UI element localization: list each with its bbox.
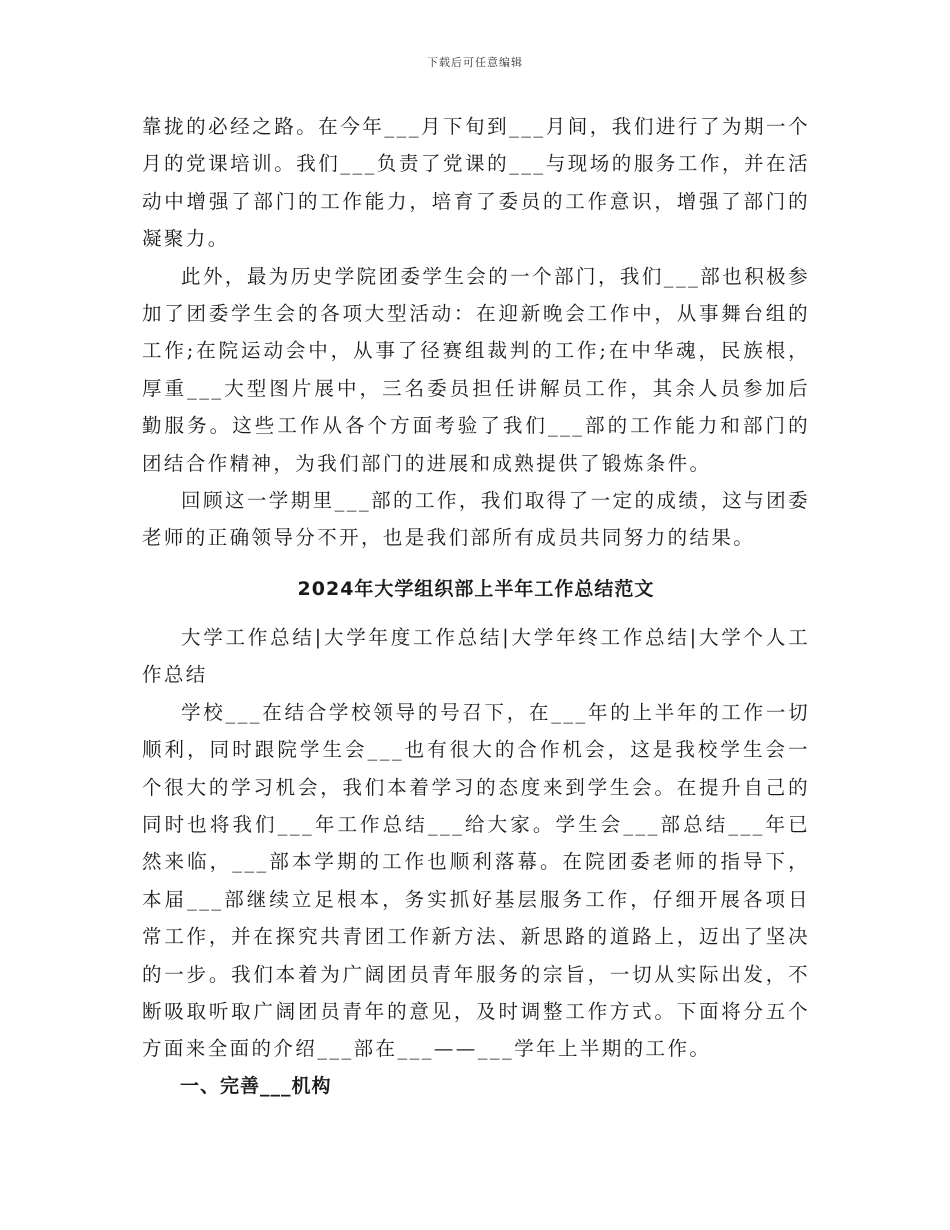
document-title: 2024年大学组织部上半年工作总结范文 bbox=[297, 577, 655, 600]
document-body bbox=[142, 108, 810, 1105]
category-tags: 大学工作总结|大学年度工作总结|大学年终工作总结|大学个人工作总结 bbox=[142, 625, 810, 687]
paragraph-3: 回顾这一学期里___部的工作，我们取得了一定的成绩，这与团委老师的正确领导分不开，也是我们部所有成员共同努力的结果。 bbox=[142, 489, 810, 550]
paragraph-2: 此外，最为历史学院团委学生会的一个部门，我们___部也积极参加了团委学生会的各项大型活动：在迎新晚会工作中，从事舞台组的工作;在院运动会中，从事了径赛组裁判的工作;在中华魂，民族根，厚重___大型图片展中，三名委员担任讲解员工作，其余人员参加后勤服务。这些工作从各个方面考验了我们___部的工作能力和部门的团结合作精神，为我们部门的进展和成熟提供了锻炼条件。 bbox=[142, 264, 810, 475]
paragraph-1: 靠拢的必经之路。在今年___月下旬到___月间，我们进行了为期一个月的党课培训。我们___负责了党课的___与现场的服务工作，并在活动中增强了部门的工作能力，培育了委员的工作意识，增强了部门的凝聚力。 bbox=[142, 115, 810, 251]
page-header: 下载后可任意编辑 bbox=[427, 56, 523, 69]
section-heading-1: 一、完善___机构 bbox=[180, 1074, 332, 1097]
paragraph-5: 学校___在结合学校领导的号召下，在___年的上半年的工作一切顺利，同时跟院学生会___也有很大的合作机会，这是我校学生会一个很大的学习机会，我们本着学习的态度来到学生会。在提升自己的同时也将我们___年工作总结___给大家。学生会___部总结___年已然来临，___部本学期的工作也顺利落幕。在院团委老师的指导下，本届___部继续立足根本，务实抓好基层服务工作，仔细开展各项日常工作，并在探究共青团工作新方法、新思路的道路上，迈出了坚决的一步。我们本着为广阔团员青年服务的宗旨，一切从实际出发，不断吸取听取广阔团员青年的意见，及时调整工作方式。下面将分五个方面来全面的介绍___部在___——___学年上半期的工作。 bbox=[142, 700, 810, 1061]
